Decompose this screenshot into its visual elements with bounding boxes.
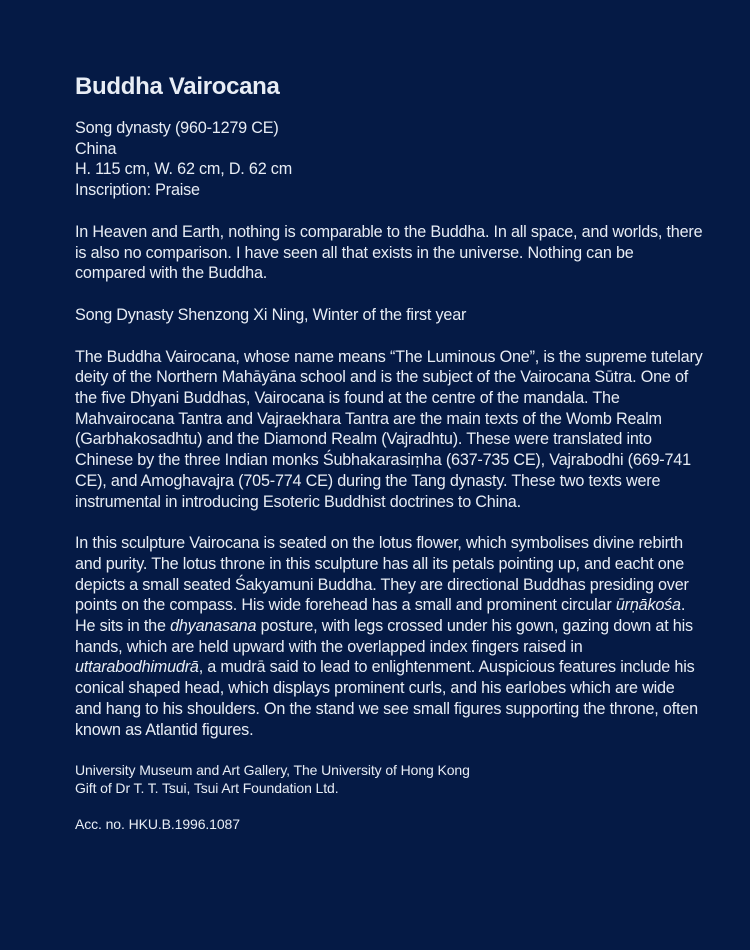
description-2-part-4: , a mudrā said to lead to enlightenment. Auspicious features include his conical shaped head, which displays prominent curls, and his earlobes which are wide and hang to his shoulders. On the stand we see small figures supporting the throne, often known as Atlantid figures. xyxy=(75,658,698,739)
description-2-part-1: In this sculpture Vairocana is seated on the lotus flower, which symbolises divine rebirth and purity. The lotus throne in this sculpture has all its petals pointing up, and eacht one depicts a small seated Śakyamuni Buddha. They are directional Buddhas presiding over points on the compass. His wide forehead has a small and prominent circular xyxy=(75,534,689,615)
object-dimensions: H. 115 cm, W. 62 cm, D. 62 cm xyxy=(75,160,292,179)
description-2-part-3: posture, with legs crossed under his gown, gazing down at his hands, which are held upward with the overlapped index fingers raised in xyxy=(75,617,693,656)
term-dhyanasana: dhyanasana xyxy=(170,617,257,636)
description-paragraph-1: The Buddha Vairocana, whose name means “The Luminous One”, is the supreme tutelary deity of the Northern Mahāyāna school and is the subject of the Vairocana Sūtra. One of the five Dhyani Buddhas, Vairocana is found at the centre of the mandala. The Mahvairocana Tantra and Vajraekhara Tantra are the main texts of the Womb Realm (Garbhakosadhtu) and the Diamond Realm (Vajradhtu). These were translated into Chinese by the three Indian monks Śubhakarasiṃha (637-735 CE), Vajrabodhi (669-741 CE), and Amoghavajra (705-774 CE) during the Tang dynasty. These two texts were instrumental in introducing Esoteric Buddhist doctrines to China. xyxy=(75,347,703,511)
description-2-part-2: . He sits in the xyxy=(75,596,686,636)
credit-line xyxy=(75,761,705,797)
credit-museum: University Museum and Art Gallery, The University of Hong Kong xyxy=(75,762,470,779)
object-metadata xyxy=(75,118,705,201)
object-origin: China xyxy=(75,139,117,158)
term-urnakosa: ūrṇākośa xyxy=(615,596,681,615)
accession-number: Acc. no. HKU.B.1996.1087 xyxy=(75,816,240,833)
object-period: Song dynasty (960-1279 CE) xyxy=(75,119,279,137)
museum-label xyxy=(75,72,705,833)
description-paragraph-2 xyxy=(75,533,705,740)
credit-gift: Gift of Dr T. T. Tsui, Tsui Art Foundation Ltd. xyxy=(75,780,339,797)
inscription-date: Song Dynasty Shenzong Xi Ning, Winter of the first year xyxy=(75,305,467,324)
term-uttarabodhimudra: uttarabodhimudrā xyxy=(75,658,199,677)
inscription-text: In Heaven and Earth, nothing is comparable to the Buddha. In all space, and worlds, there is also no comparison. I have seen all that exists in the universe. Nothing can be compared with the Buddha. xyxy=(75,222,703,283)
object-title: Buddha Vairocana xyxy=(75,73,280,100)
object-inscription-label: Inscription: Praise xyxy=(75,181,200,200)
